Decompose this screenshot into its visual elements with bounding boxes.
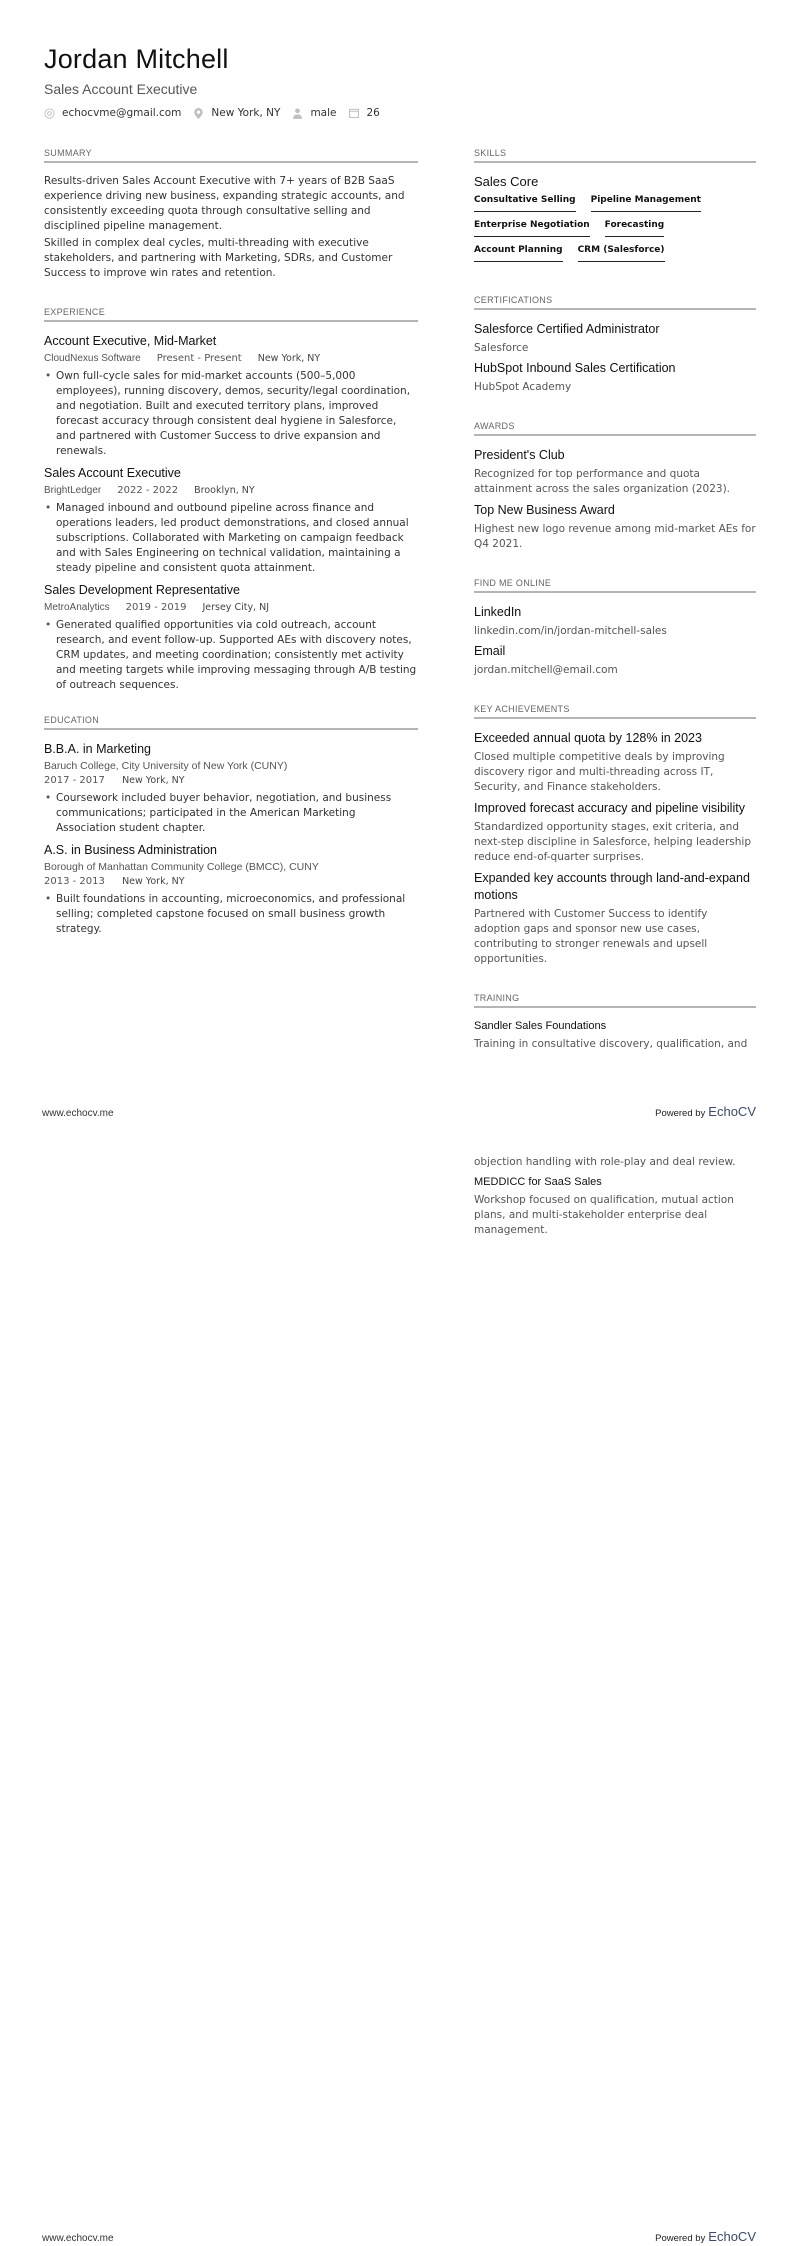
education-bullet: • Coursework included buyer behavior, negotiation, and business communications; participated in the American Marketing Association student chapter. [44,791,418,836]
job-bullets [44,369,418,459]
job-dates: 2019 - 2019 [125,602,187,613]
certification-name: Salesforce Certified Administrator [474,322,660,336]
education-section [44,715,418,937]
skill-tag: Account Planning [474,244,563,262]
training-section [474,993,756,1052]
school-name: Borough of Manhattan Community College (BMCC), CUNY [44,861,319,873]
linkedin-link[interactable]: linkedin.com/in/jordan-mitchell-sales [474,625,667,637]
certifications-section [474,295,756,395]
education-dates: 2017 - 2017 [44,775,105,786]
award-description: Highest new logo revenue among mid-market AEs for Q4 2021. [474,523,756,550]
summary-paragraph: Skilled in complex deal cycles, multi-threading with executive stakeholders, and partnering with Marketing, SDRs, and Customer Success to improve win rates and retention. [44,237,393,279]
training-name: Sandler Sales Foundations [474,1020,607,1032]
job-title: Sales Account Executive [44,466,181,480]
powered-by-label: Powered by [655,1108,706,1119]
skill-tag: Pipeline Management [591,194,701,212]
skill-tag: Enterprise Negotiation [474,219,590,237]
certification-name: HubSpot Inbound Sales Certification [474,361,676,375]
achievement-title: Exceeded annual quota by 128% in 2023 [474,731,702,745]
job-location: Jersey City, NJ [202,602,270,613]
job-title: Account Executive, Mid-Market [44,334,217,348]
job-meta [44,484,418,498]
contact-bar [44,107,392,119]
experience-entry [44,333,418,459]
section-heading: SKILLS [474,148,756,163]
job-bullets [44,501,418,576]
achievement-description: Closed multiple competitive deals by improving discovery rigor and multi-threading across IT, Security, and Finance stakeholders. [474,751,725,793]
footer-site-link[interactable]: www.echocv.me [42,2233,114,2244]
job-bullet: • Managed inbound and outbound pipeline across finance and operations leaders, led product demonstrations, and closed annual subscriptions. Collaborated with Marketing on campaign feedback and with Sales Engineering on technical validation, maintaining a steady pipeline and consistent quota attainment. [44,501,418,576]
achievement-title: Expanded key accounts through land-and-expand motions [474,871,750,902]
education-bullets [44,892,418,937]
skills-section [474,148,756,269]
location-pin-icon [193,108,204,119]
summary-section [44,148,418,281]
right-column [474,148,756,1078]
at-icon [44,108,55,119]
job-title: Sales Development Representative [44,583,240,597]
certification-issuer: Salesforce [474,342,529,354]
summary-paragraph: Results-driven Sales Account Executive with 7+ years of B2B SaaS experience driving new business, expanding strategic accounts, and consistently exceeding quota through consultative selling and disciplined pipeline management. [44,175,405,232]
candidate-name: Jordan Mitchell [44,44,229,74]
resume-header [44,44,392,119]
section-heading: TRAINING [474,993,756,1008]
job-location: New York, NY [257,353,321,364]
education-location: New York, NY [122,775,185,786]
contact-age-value: 26 [366,107,380,119]
company-name: MetroAnalytics [44,602,110,613]
online-section [474,578,756,678]
achievement-description: Standardized opportunity stages, exit criteria, and next-step discipline in Salesforce, helping leadership reduce end-of-quarter surprises. [474,821,751,863]
skill-group-title: Sales Core [474,174,539,189]
contact-email [44,107,181,119]
section-heading: EXPERIENCE [44,307,418,322]
training-description: Workshop focused on qualification, mutual action plans, and multi-stakeholder enterprise deal management. [474,1194,734,1236]
job-bullet: • Generated qualified opportunities via cold outreach, account research, and event follow-up. Supported AEs with discovery notes, CRM updates, and meeting coordination; consistently met activity and meeting targets while improving messaging through A/B testing of outreach sequences. [44,618,418,693]
achievement-title: Improved forecast accuracy and pipeline visibility [474,801,745,815]
training-description: objection handling with role-play and deal review. [474,1156,736,1168]
company-name: CloudNexus Software [44,353,141,364]
awards-section [474,421,756,552]
award-description: Recognized for top performance and quota attainment across the sales organization (2023). [474,468,731,495]
education-meta [44,774,418,788]
education-location: New York, NY [122,876,185,887]
online-label-linkedin: LinkedIn [474,605,522,619]
page-footer [42,2229,756,2244]
company-name: BrightLedger [44,485,102,496]
award-name: Top New Business Award [474,503,615,517]
brand-logo[interactable]: EchoCV [708,1104,756,1119]
resume-page-2 [0,1123,794,2246]
training-description: Training in consultative discovery, qualification, and [474,1038,748,1050]
education-dates: 2013 - 2013 [44,876,105,887]
degree-title: A.S. in Business Administration [44,843,217,857]
footer-site-link[interactable]: www.echocv.me [42,1108,114,1119]
powered-by [655,1104,756,1119]
skill-tag: CRM (Salesforce) [578,244,665,262]
education-bullet: • Built foundations in accounting, microeconomics, and professional selling; completed capstone focused on small business growth strategy. [44,892,418,937]
experience-section [44,307,418,693]
job-dates: Present - Present [156,353,242,364]
achievements-section [474,704,756,967]
school-name: Baruch College, City University of New York (CUNY) [44,760,288,772]
section-heading: EDUCATION [44,715,418,730]
calendar-icon [349,108,360,119]
section-heading: KEY ACHIEVEMENTS [474,704,756,719]
left-column [44,148,418,963]
training-continued [474,1155,756,1243]
award-name: President's Club [474,448,565,462]
skill-tag: Forecasting [605,219,665,237]
education-entry [44,741,418,836]
job-bullet: • Own full-cycle sales for mid-market accounts (500–5,000 employees), running discovery, demos, security/legal coordination, and negotiation. Built and executed territory plans, improved forecast accuracy through consistent deal hygiene in Salesforce, and partnered with Customer Success to drive expansion and renewals. [44,369,418,459]
contact-gender-value: male [310,107,337,119]
candidate-title: Sales Account Executive [44,81,198,97]
online-label-email: Email [474,644,506,658]
powered-by [655,2229,756,2244]
powered-by-label: Powered by [655,2233,706,2244]
education-entry [44,842,418,937]
experience-entry [44,582,418,693]
section-heading: FIND ME ONLINE [474,578,756,593]
experience-entry [44,465,418,576]
job-location: Brooklyn, NY [194,485,255,496]
education-bullets [44,791,418,836]
skill-tags [474,194,756,269]
contact-location [193,107,280,119]
section-heading: SUMMARY [44,148,418,163]
certification-issuer: HubSpot Academy [474,381,572,393]
section-heading: CERTIFICATIONS [474,295,756,310]
contact-age [349,107,380,119]
section-heading: AWARDS [474,421,756,436]
job-dates: 2022 - 2022 [117,485,179,496]
job-meta [44,601,418,615]
job-bullets [44,618,418,693]
achievement-description: Partnered with Customer Success to identify adoption gaps and sponsor new use cases, contributing to stronger renewals and upsell opportunities. [474,908,708,965]
page-footer [42,1104,756,1119]
contact-gender [292,107,336,119]
brand-logo[interactable]: EchoCV [708,2229,756,2244]
person-icon [292,108,303,119]
training-name: MEDDICC for SaaS Sales [474,1176,602,1188]
contact-location-value: New York, NY [211,107,281,119]
skill-tag: Consultative Selling [474,194,576,212]
job-meta [44,352,418,366]
email-link[interactable]: jordan.mitchell@email.com [474,664,618,676]
contact-email-value: echocvme@gmail.com [62,107,182,119]
education-meta [44,875,418,889]
degree-title: B.B.A. in Marketing [44,742,151,756]
